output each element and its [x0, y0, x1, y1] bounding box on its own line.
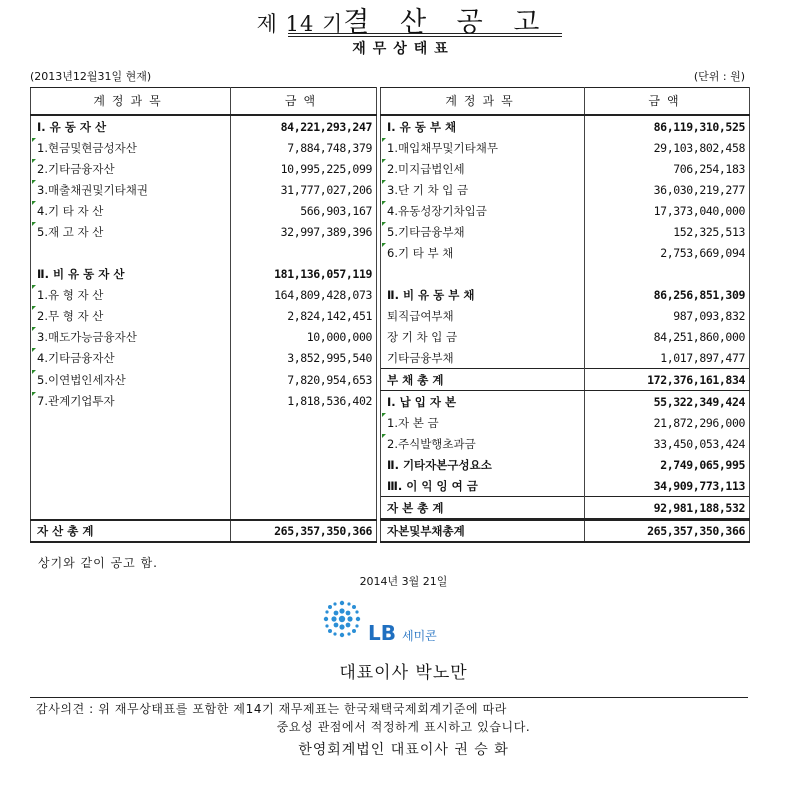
left-item-text: 1.유 형 자 산: [37, 287, 104, 302]
left-item-label: [31, 158, 231, 179]
right-item-amount: 1,017,897,477: [585, 347, 750, 369]
audit-opinion-line2: 중요성 관점에서 적정하게 표시하고 있습니다.: [276, 720, 531, 734]
left-item-amount: 3,852,995,540: [231, 347, 377, 369]
left-item-amount: 32,997,389,396: [231, 221, 377, 242]
total-assets-amount: 265,357,350,366: [231, 520, 377, 542]
left-item-label: [31, 326, 231, 347]
right-item-label: [381, 475, 585, 497]
left-item-label: [31, 284, 231, 305]
cell-marker-icon: [32, 370, 36, 374]
right-item-amount: 29,103,802,458: [585, 137, 750, 158]
right-item-amount: 21,872,296,000: [585, 412, 750, 433]
right-item-label: [381, 433, 585, 454]
left-item-amount: 10,995,225,099: [231, 158, 377, 179]
header-right-amount: 금액: [585, 88, 750, 116]
right-item-amount: 86,256,851,309: [585, 284, 750, 305]
left-item-text: 4.기타금융자산: [37, 350, 115, 365]
table-row: [31, 433, 750, 454]
right-item-text: 5.기타금융부채: [387, 224, 465, 239]
total-row: [31, 520, 750, 542]
audit-divider: [30, 697, 748, 698]
left-item-amount: 1,818,536,402: [231, 391, 377, 413]
cell-marker-icon: [32, 327, 36, 331]
left-item-amount: [231, 242, 377, 263]
right-item-text: 2.주식발행초과금: [387, 436, 476, 451]
balance-sheet-body: [31, 88, 750, 543]
cell-marker-icon: [32, 180, 36, 184]
right-item-label: [381, 137, 585, 158]
unit-label: (단위 : 원): [693, 70, 745, 83]
table-row: [31, 179, 750, 200]
right-item-text: 기타금융부채: [387, 350, 454, 365]
left-item-amount: 31,777,027,206: [231, 179, 377, 200]
right-item-amount: 152,325,513: [585, 221, 750, 242]
cell-marker-icon: [32, 348, 36, 352]
total-liab-equity-amount: 265,357,350,366: [585, 520, 750, 542]
right-item-amount: 17,373,040,000: [585, 200, 750, 221]
right-item-text: 6.기 타 부 채: [387, 245, 454, 260]
table-row: [31, 412, 750, 433]
table-row: [31, 475, 750, 497]
cell-marker-icon: [382, 413, 386, 417]
right-item-label: [381, 221, 585, 242]
cell-marker-icon: [382, 159, 386, 163]
cell-marker-icon: [32, 392, 36, 396]
left-item-amount: 181,136,057,119: [231, 263, 377, 284]
right-item-text: Ⅲ. 이 익 잉 여 금: [387, 478, 478, 493]
left-item-amount: 7,820,954,653: [231, 369, 377, 391]
right-item-amount: 86,119,310,525: [585, 115, 750, 137]
right-item-amount: 706,254,183: [585, 158, 750, 179]
left-item-amount: 7,884,748,379: [231, 137, 377, 158]
left-item-text: 7.관계기업투자: [37, 394, 115, 409]
table-row: [31, 200, 750, 221]
right-item-amount: [585, 263, 750, 284]
right-item-label: [381, 369, 585, 391]
right-item-text: 4.유동성장기차입금: [387, 203, 487, 218]
auditor-name: 한영회계법인 대표이사 권 승 화: [298, 742, 509, 758]
right-item-amount: 987,093,832: [585, 305, 750, 326]
as-of-date: (2013년12월31일 현재): [30, 70, 152, 83]
right-item-amount: 34,909,773,113: [585, 475, 750, 497]
cell-marker-icon: [382, 201, 386, 205]
right-item-label: [381, 497, 585, 519]
right-item-label: [381, 200, 585, 221]
balance-sheet-table: [30, 87, 750, 543]
cell-marker-icon: [32, 201, 36, 205]
left-item-label: [31, 242, 231, 263]
left-item-amount: 164,809,428,073: [231, 284, 377, 305]
right-item-label: [381, 242, 585, 263]
right-item-text: Ⅰ. 납 입 자 본: [387, 394, 457, 409]
right-item-label: [381, 454, 585, 475]
notice-statement: 상기와 같이 공고 함.: [38, 556, 158, 570]
left-item-label: [31, 391, 231, 413]
right-item-text: 1.자 본 금: [387, 415, 439, 430]
left-item-amount: 2,824,142,451: [231, 305, 377, 326]
cell-marker-icon: [382, 138, 386, 142]
right-item-label: [381, 284, 585, 305]
right-item-text: 3.단 기 차 입 금: [387, 182, 469, 197]
right-item-amount: 36,030,219,277: [585, 179, 750, 200]
left-item-label: [31, 221, 231, 242]
right-item-label: [381, 326, 585, 347]
right-item-amount: 2,749,065,995: [585, 454, 750, 475]
left-item-text: 2.무 형 자 산: [37, 308, 104, 323]
notice-title: [0, 0, 807, 36]
right-item-label: [381, 115, 585, 137]
header-left-item: 계정과목: [31, 88, 231, 116]
right-item-amount: 55,322,349,424: [585, 391, 750, 413]
table-row: [31, 454, 750, 475]
right-item-label: [381, 391, 585, 413]
right-item-text: Ⅰ. 유 동 부 채: [387, 119, 457, 134]
title-main: 결 산 공 고: [343, 7, 551, 38]
table-row: [31, 369, 750, 391]
left-item-text: Ⅰ. 유 동 자 산: [37, 119, 107, 134]
header-right-item: 계정과목: [381, 88, 585, 116]
total-assets-label: 자 산 총 계: [31, 520, 231, 542]
right-item-text: 장 기 차 입 금: [387, 329, 458, 344]
table-row: [31, 221, 750, 242]
left-item-text: 4.기 타 자 산: [37, 203, 104, 218]
cell-marker-icon: [32, 222, 36, 226]
cell-marker-icon: [382, 180, 386, 184]
table-row: [31, 284, 750, 305]
table-row: [31, 391, 750, 413]
right-item-amount: 84,251,860,000: [585, 326, 750, 347]
right-item-text: 부 채 총 계: [387, 372, 444, 387]
cell-marker-icon: [32, 306, 36, 310]
signature-date: 2014년 3월 21일: [359, 575, 448, 588]
cell-marker-icon: [382, 434, 386, 438]
left-item-text: 3.매출채권및기타채권: [37, 182, 148, 197]
right-item-amount: 33,450,053,424: [585, 433, 750, 454]
left-item-label: [31, 137, 231, 158]
left-item-text: 5.재 고 자 산: [37, 224, 104, 239]
right-item-text: 자 본 총 계: [387, 500, 444, 515]
right-item-amount: 172,376,161,834: [585, 369, 750, 391]
company-logo-text: LB: [368, 621, 396, 645]
company-logo-sub: 세미콘: [402, 629, 437, 643]
audit-opinion-line1: 감사의견 : 위 재무상태표를 포함한 제14기 재무제표는 한국채택국제회계기준에 따라: [36, 702, 507, 716]
table-row: [31, 115, 750, 137]
table-row: [31, 497, 750, 519]
right-item-text: 퇴직급여부채: [387, 308, 454, 323]
left-item-label: [31, 347, 231, 369]
left-item-label: [31, 305, 231, 326]
table-row: [31, 158, 750, 179]
title-term: 제 14 기: [256, 12, 344, 36]
right-item-label: [381, 158, 585, 179]
left-item-label: [31, 200, 231, 221]
right-item-label: [381, 347, 585, 369]
left-item-label: [31, 369, 231, 391]
left-item-label: [31, 115, 231, 137]
left-item-amount: 10,000,000: [231, 326, 377, 347]
left-item-text: 2.기타금융자산: [37, 161, 115, 176]
title-underline: [288, 33, 562, 34]
cell-marker-icon: [382, 243, 386, 247]
left-item-amount: 566,903,167: [231, 200, 377, 221]
table-row: [31, 347, 750, 369]
table-row: [31, 137, 750, 158]
right-item-text: Ⅱ. 기타자본구성요소: [387, 457, 492, 472]
left-item-amount: 84,221,293,247: [231, 115, 377, 137]
cell-marker-icon: [382, 222, 386, 226]
cell-marker-icon: [32, 285, 36, 289]
total-liab-equity-label: 자본및부채총계: [381, 520, 585, 542]
table-row: [31, 326, 750, 347]
right-item-label: [381, 305, 585, 326]
right-item-amount: 92,981,188,532: [585, 497, 750, 519]
statement-subtitle: 재무상태표: [352, 41, 455, 57]
cell-marker-icon: [32, 159, 36, 163]
right-item-label: [381, 179, 585, 200]
title-underline-2: [288, 36, 562, 37]
left-item-text: Ⅱ. 비 유 동 자 산: [37, 266, 125, 281]
left-item-text: 3.매도가능금융자산: [37, 329, 137, 344]
cell-marker-icon: [32, 138, 36, 142]
left-item-label: [31, 179, 231, 200]
right-item-text: 2.미지급법인세: [387, 161, 465, 176]
left-item-label: [31, 263, 231, 284]
table-row: [31, 242, 750, 263]
table-row: [31, 263, 750, 284]
right-item-amount: 2,753,669,094: [585, 242, 750, 263]
table-header-row: [31, 88, 750, 116]
snowflake-dots-icon: [320, 597, 364, 641]
right-item-label: [381, 412, 585, 433]
ceo-signature: 대표이사 박노만: [339, 663, 468, 683]
left-item-text: 5.이연법인세자산: [37, 372, 126, 387]
right-item-label: [381, 263, 585, 284]
right-item-text: Ⅱ. 비 유 동 부 채: [387, 287, 475, 302]
table-row: [31, 305, 750, 326]
left-item-text: 1.현금및현금성자산: [37, 140, 137, 155]
header-left-amount: 금액: [231, 88, 377, 116]
right-item-text: 1.매입채무및기타채무: [387, 140, 498, 155]
